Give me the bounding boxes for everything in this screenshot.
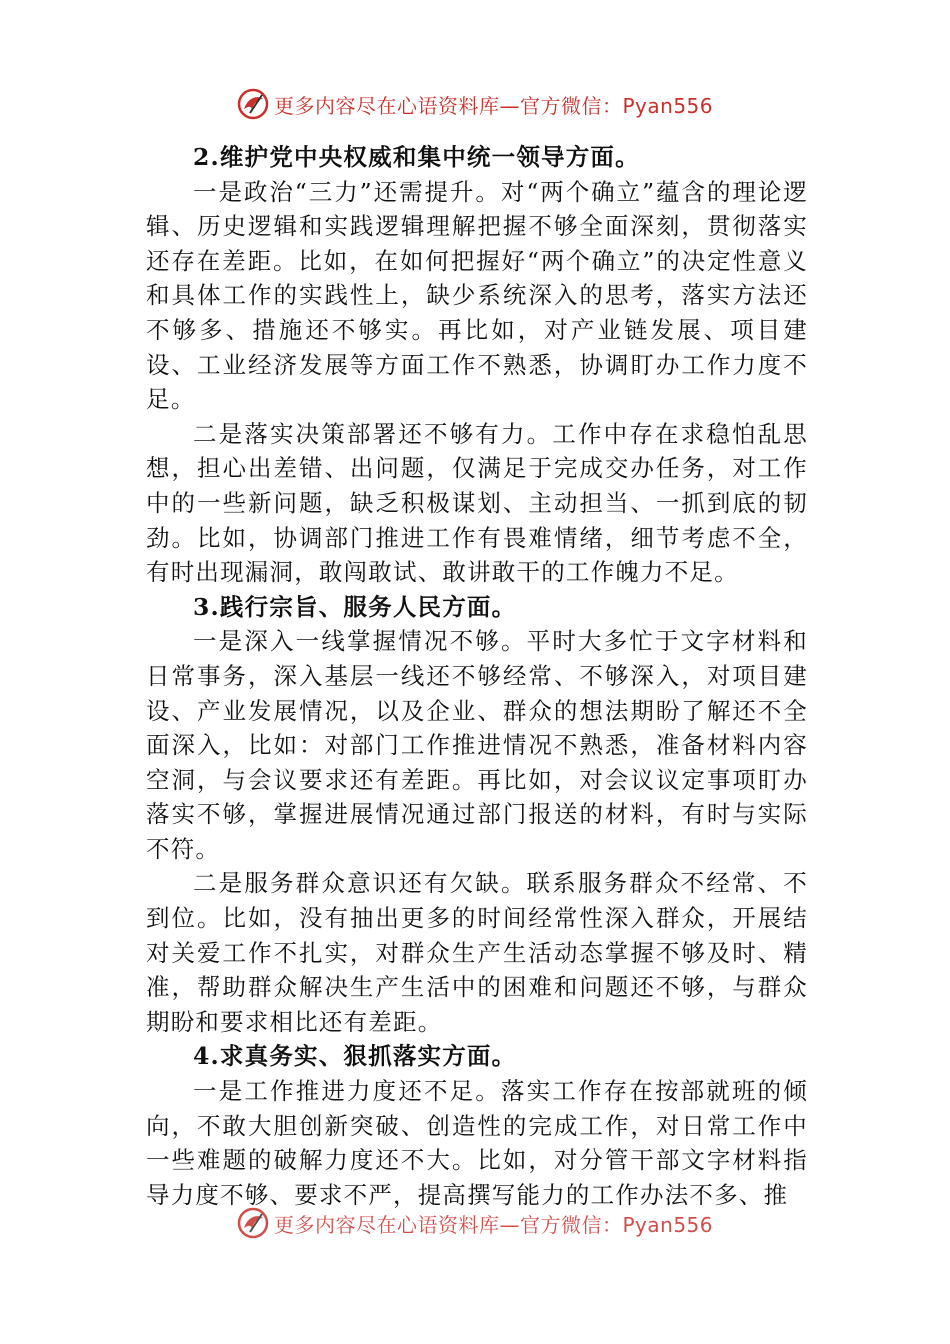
watermark-footer bbox=[236, 1203, 713, 1243]
watermark-text: 更多内容尽在心语资料库—官方微信：Pyan556 bbox=[274, 93, 714, 118]
section-heading: 3.践行宗旨、服务人民方面。 bbox=[193, 592, 517, 621]
section-heading: 2.维护党中央权威和集中统一领导方面。 bbox=[193, 143, 640, 171]
section-heading: 4.求真务实、狠抓落实方面。 bbox=[193, 1042, 517, 1071]
paragraph: 一是政治“三力”还需提升。对“两个确立”蕴含的理论逻辑、历史逻辑和实践逻辑理解把握不够全面深刻，贯彻落实还存在差距。比如，在如何把握好“两个确立”的决定性意义和具体工作的实践性上，缺少系统深入的思考，落实方法还不够多、措施还不够实。再比如，对产业链发展、项目建设、工业经济发展等方面工作不熟悉，协调盯办工作力度不足。 bbox=[146, 177, 808, 414]
dragon-logo-icon bbox=[236, 87, 270, 121]
paragraph: 一是工作推进力度还不足。落实工作存在按部就班的倾向，不敢大胆创新突破、创造性的完成工作，对日常工作中一些难题的破解力度还不大。比如，对分管干部文字材料指导力度不够、要求不严，提高撰写能力的工作办法不多、推 bbox=[146, 1077, 808, 1209]
watermark-text: 更多内容尽在心语资料库—官方微信：Pyan556 bbox=[274, 1212, 714, 1237]
document-body bbox=[146, 140, 808, 1212]
paragraph: 二是服务群众意识还有欠缺。联系服务群众不经常、不到位。比如，没有抽出更多的时间经常性深入群众，开展结对关爱工作不扎实，对群众生产生活动态掌握不够及时、精准，帮助群众解决生产生活中的困难和问题还不够，与群众期盼和要求相比还有差距。 bbox=[146, 869, 808, 1036]
paragraph: 二是落实决策部署还不够有力。工作中存在求稳怕乱思想，担心出差错、出问题，仅满足于完成交办任务，对工作中的一些新问题，缺乏积极谋划、主动担当、一抓到底的韧劲。比如，协调部门推进工作有畏难情绪，细节考虑不全，有时出现漏洞，敢闯敢试、敢讲敢干的工作魄力不足。 bbox=[146, 419, 808, 587]
watermark-header bbox=[236, 84, 713, 124]
paragraph: 一是深入一线掌握情况不够。平时大多忙于文字材料和日常事务，深入基层一线还不够经常、不够深入，对项目建设、产业发展情况，以及企业、群众的想法期盼了解还不全面深入，比如：对部门工作推进情况不熟悉，准备材料内容空洞，与会议要求还有差距。再比如，对会议议定事项盯办落实不够，掌握进展情况通过部门报送的材料，有时与实际不符。 bbox=[146, 627, 808, 863]
dragon-logo-icon bbox=[236, 1206, 270, 1240]
